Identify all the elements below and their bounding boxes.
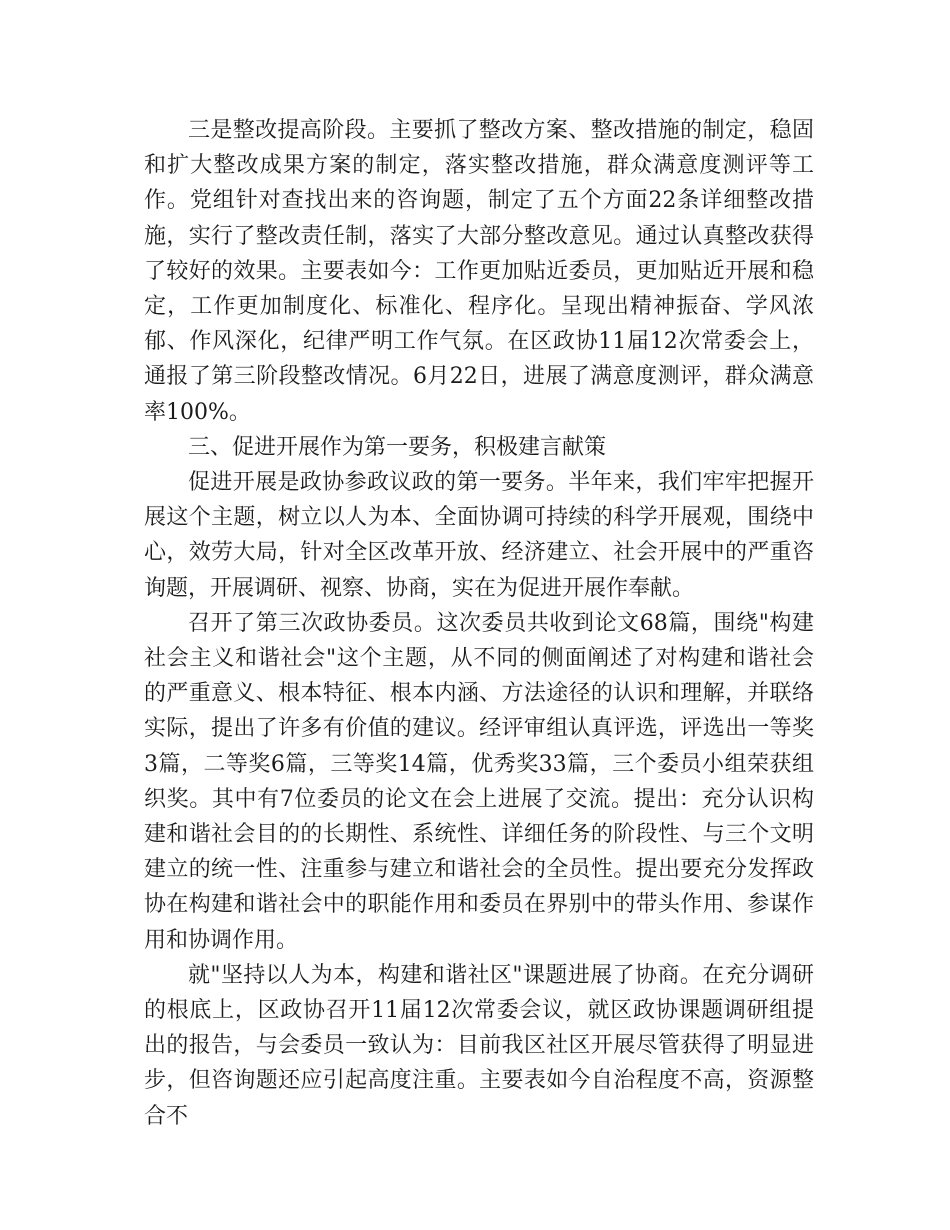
paragraph-community-consultation: 就"坚持以人为本，构建和谐社区"课题进展了协商。在充分调研的根底上，区政协召开11届12次常委会议，就区政协课题调研组提出的报告，与会委员一致认为：目前我区社区开展尽管获得了明显进步，但咨询题还应引起高度注重。主要表如今自治程度不高，资源整合不 [144,962,814,1129]
document-body [144,113,814,1134]
paragraph-development-task: 促进开展是政协参政议政的第一要务。半年来，我们牢牢把握开展这个主题，树立以人为本、全面协调可持续的科学开展观，围绕中心，效劳大局，针对全区改革开放、经济建立、社会开展中的严重咨询题，开展调研、视察、协商，实在为促进开展作奉献。 [144,470,814,601]
section-heading: 三、促进开展作为第一要务，积极建言献策 [188,434,607,460]
paragraph-rectification-stage: 三是整改提高阶段。主要抓了整改方案、整改措施的制定，稳固和扩大整改成果方案的制定，落实整改措施，群众满意度测评等工作。党组针对查找出来的咨询题，制定了五个方面22条详细整改措施，实行了整改责任制，落实了大部分整改意见。通过认真整改获得了较好的效果。主要表如今：工作更加贴近委员，更加贴近开展和稳定，工作更加制度化、标准化、程序化。呈现出精神振奋、学风浓郁、作风深化，纪律严明工作气氛。在区政协11届12次常委会上，通报了第三阶段整改情况。6月22日，进展了满意度测评，群众满意率100%。 [144,118,814,425]
paragraph-committee-meeting: 召开了第三次政协委员。这次委员共收到论文68篇，围绕"构建社会主义和谐社会"这个主题，从不同的侧面阐述了对构建和谐社会的严重意义、根本特征、根本内涵、方法途径的认识和理解，并联络实际，提出了许多有价值的建议。经评审组认真评选，评选出一等奖3篇，二等奖6篇，三等奖14篇，优秀奖33篇，三个委员小组荣获组织奖。其中有7位委员的论文在会上进展了交流。提出：充分认识构建和谐社会目的的长期性、系统性、详细任务的阶段性、与三个文明建立的统一性、注重参与建立和谐社会的全员性。提出要充分发挥政协在构建和谐社会中的职能作用和委员在界别中的带头作用、参谋作用和协调作用。 [144,610,814,953]
